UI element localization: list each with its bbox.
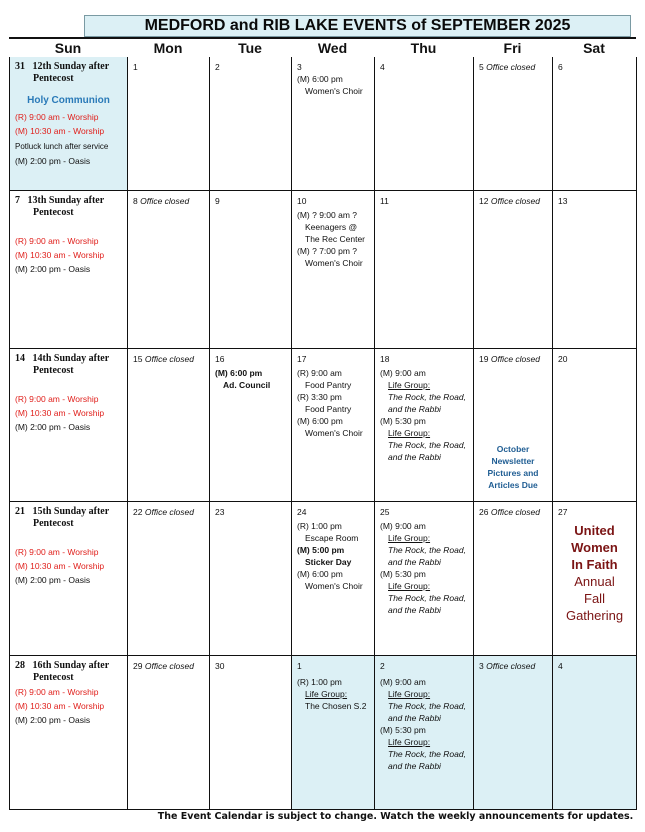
sunday-name: 14th Sunday after xyxy=(32,353,110,364)
oasis: (M) 2:00 pm - Oasis xyxy=(15,264,91,274)
day-cell-sep10[interactable] xyxy=(292,191,375,349)
day-cell-oct3[interactable] xyxy=(474,656,553,810)
worship-r: (R) 9:00 am - Worship xyxy=(15,547,99,557)
day-number: 4 xyxy=(558,661,563,671)
uwf-line-5: Fall xyxy=(584,591,605,606)
sunday-name-2: Pentecost xyxy=(33,518,74,529)
event-time: (R) 9:00 am xyxy=(297,368,342,378)
day-number: 25 xyxy=(380,507,390,517)
day-cell-sep8[interactable] xyxy=(128,191,210,349)
day-cell-sep22[interactable] xyxy=(128,502,210,656)
day-cell-aug31[interactable] xyxy=(10,57,128,191)
day-cell-sep27[interactable] xyxy=(553,502,637,656)
newsletter-note-2: Newsletter xyxy=(491,456,535,466)
event-time: (M) 5:00 pm xyxy=(297,545,345,555)
life-group-label: Life Group: xyxy=(388,581,431,591)
day-cell-sep4[interactable] xyxy=(375,57,474,191)
day-number: 6 xyxy=(558,62,563,72)
day-cell-sep1[interactable] xyxy=(128,57,210,191)
day-number: 3 xyxy=(479,661,484,671)
oasis: (M) 2:00 pm - Oasis xyxy=(15,575,91,585)
day-number: 23 xyxy=(215,507,225,517)
day-header-wed: Wed xyxy=(317,40,348,56)
sunday-name-2: Pentecost xyxy=(33,73,74,84)
sunday-name-2: Pentecost xyxy=(33,207,74,218)
day-number: 11 xyxy=(380,196,389,206)
event-time: (R) 3:30 pm xyxy=(297,392,342,402)
office-closed-note: Office closed xyxy=(144,661,194,671)
day-number: 28 xyxy=(15,660,25,671)
day-number: 3 xyxy=(297,62,302,72)
day-cell-sep23[interactable] xyxy=(210,502,292,656)
communion-note: Holy Communion xyxy=(27,95,110,106)
office-closed-note: Office closed xyxy=(140,196,190,206)
day-header-sun: Sun xyxy=(54,40,82,56)
life-group-title-2: and the Rabbi xyxy=(388,557,441,567)
newsletter-note-3: Pictures and xyxy=(487,468,539,478)
day-number: 7 xyxy=(15,195,20,206)
day-cell-sep16[interactable] xyxy=(210,349,292,502)
day-number: 10 xyxy=(297,196,307,206)
event-time: (M) ? 7:00 pm ? xyxy=(297,246,357,256)
sunday-name: 16th Sunday after xyxy=(32,660,110,671)
event-location: The Rec Center xyxy=(305,234,365,244)
day-cell-sep28[interactable] xyxy=(10,656,128,810)
day-cell-sep26[interactable] xyxy=(474,502,553,656)
day-cell-oct1[interactable] xyxy=(292,656,375,810)
day-number: 5 xyxy=(479,62,484,72)
day-cell-oct2[interactable] xyxy=(375,656,474,810)
day-header-mon: Mon xyxy=(153,40,183,56)
day-cell-sep7[interactable] xyxy=(10,191,128,349)
life-group-title: The Rock, the Road, xyxy=(388,749,466,759)
day-cell-sep20[interactable] xyxy=(553,349,637,502)
event-name: Food Pantry xyxy=(305,380,352,390)
life-group-label: Life Group: xyxy=(388,428,431,438)
potluck-note: Potluck lunch after service xyxy=(15,142,109,151)
day-number: 13 xyxy=(558,196,568,206)
office-closed-note: Office closed xyxy=(490,354,540,364)
day-number: 21 xyxy=(15,506,25,517)
life-group-title: The Rock, the Road, xyxy=(388,701,466,711)
event-time: (M) 9:00 am xyxy=(380,521,426,531)
event-time: (M) ? 9:00 am ? xyxy=(297,210,357,220)
day-number: 20 xyxy=(558,354,568,364)
event-name: Keenagers @ xyxy=(305,222,358,232)
day-number: 26 xyxy=(479,507,489,517)
newsletter-note-4: Articles Due xyxy=(488,480,538,490)
day-number: 16 xyxy=(215,354,225,364)
day-number: 2 xyxy=(380,661,385,671)
office-closed-note: Office closed xyxy=(490,507,540,517)
sunday-name-2: Pentecost xyxy=(33,672,74,683)
day-number: 12 xyxy=(479,196,489,206)
worship-r: (R) 9:00 am - Worship xyxy=(15,112,99,122)
day-number: 14 xyxy=(15,353,25,364)
event-time: (M) 5:30 pm xyxy=(380,569,426,579)
event-time: (M) 6:00 pm xyxy=(297,416,343,426)
day-cell-sep6[interactable] xyxy=(553,57,637,191)
day-cell-sep14[interactable] xyxy=(10,349,128,502)
day-number: 24 xyxy=(297,507,307,517)
day-number: 8 xyxy=(133,196,138,206)
footer-note: The Event Calendar is subject to change. Watch the weekly announcements for updates. xyxy=(155,810,636,826)
uwf-line-4: Annual xyxy=(574,574,615,589)
uwf-line-3: In Faith xyxy=(571,557,618,572)
event-name: Women's Choir xyxy=(305,428,363,438)
day-number: 29 xyxy=(133,661,143,671)
worship-r: (R) 9:00 am - Worship xyxy=(15,236,99,246)
event-time: (M) 5:30 pm xyxy=(380,725,426,735)
event-time: (M) 6:00 pm xyxy=(297,74,343,84)
day-number: 30 xyxy=(215,661,225,671)
day-number: 1 xyxy=(297,661,302,671)
event-name: Escape Room xyxy=(305,533,359,543)
event-time: (R) 1:00 pm xyxy=(297,677,342,687)
day-cell-oct4[interactable] xyxy=(553,656,637,810)
event-time: (M) 6:00 pm xyxy=(297,569,343,579)
day-number: 1 xyxy=(133,62,138,72)
sunday-name: 13th Sunday after xyxy=(27,195,105,206)
life-group-title-2: and the Rabbi xyxy=(388,452,441,462)
worship-r: (R) 9:00 am - Worship xyxy=(15,394,99,404)
life-group-label: Life Group: xyxy=(388,533,431,543)
day-number: 27 xyxy=(558,507,568,517)
calendar-title: MEDFORD and RIB LAKE EVENTS of SEPTEMBER 2025 xyxy=(84,15,631,37)
uwf-line-1: United xyxy=(574,523,615,538)
life-group-title-2: and the Rabbi xyxy=(388,713,441,723)
life-group-label: Life Group: xyxy=(388,380,431,390)
life-group-title: The Chosen S.2 xyxy=(305,701,367,711)
uwf-line-6: Gathering xyxy=(565,608,624,623)
worship-r: (R) 9:00 am - Worship xyxy=(15,687,99,697)
day-header-sat: Sat xyxy=(583,40,605,56)
day-number: 31 xyxy=(15,61,25,72)
day-cell-sep15[interactable] xyxy=(128,349,210,502)
day-header-fri: Fri xyxy=(503,40,522,56)
day-cell-sep9[interactable] xyxy=(210,191,292,349)
event-name: Women's Choir xyxy=(305,258,363,268)
life-group-title-2: and the Rabbi xyxy=(388,605,441,615)
worship-m: (M) 10:30 am - Worship xyxy=(15,561,105,571)
life-group-label: Life Group: xyxy=(388,737,431,747)
day-cell-sep12[interactable] xyxy=(474,191,553,349)
life-group-title-2: and the Rabbi xyxy=(388,761,441,771)
worship-m: (M) 10:30 am - Worship xyxy=(15,126,105,136)
worship-m: (M) 10:30 am - Worship xyxy=(15,250,105,260)
day-cell-sep5[interactable] xyxy=(474,57,553,191)
day-number: 22 xyxy=(133,507,143,517)
day-cell-sep2[interactable] xyxy=(210,57,292,191)
oasis: (M) 2:00 pm - Oasis xyxy=(15,156,91,166)
oasis: (M) 2:00 pm - Oasis xyxy=(15,422,91,432)
office-closed-note: Office closed xyxy=(490,196,540,206)
day-cell-sep24[interactable] xyxy=(292,502,375,656)
life-group-title: The Rock, the Road, xyxy=(388,392,466,402)
day-cell-sep17[interactable] xyxy=(292,349,375,502)
day-cell-sep30[interactable] xyxy=(210,656,292,810)
life-group-title-2: and the Rabbi xyxy=(388,404,441,414)
life-group-title: The Rock, the Road, xyxy=(388,593,466,603)
office-closed-note: Office closed xyxy=(144,507,194,517)
day-header-tue: Tue xyxy=(238,40,262,56)
office-closed-note: Office closed xyxy=(144,354,194,364)
worship-m: (M) 10:30 am - Worship xyxy=(15,408,105,418)
event-name: Ad. Council xyxy=(223,380,271,390)
sunday-name: 15th Sunday after xyxy=(32,506,110,517)
event-name: Women's Choir xyxy=(305,581,363,591)
event-name: Sticker Day xyxy=(305,557,352,567)
life-group-title: The Rock, the Road, xyxy=(388,440,466,450)
day-number: 17 xyxy=(297,354,307,364)
day-number: 4 xyxy=(380,62,385,72)
day-cell-sep18[interactable] xyxy=(375,349,474,502)
uwf-line-2: Women xyxy=(571,540,618,555)
newsletter-note-1: October xyxy=(496,444,530,454)
day-number: 15 xyxy=(133,354,143,364)
day-header-thu: Thu xyxy=(410,40,437,56)
weekday-header xyxy=(9,37,636,57)
day-number: 2 xyxy=(215,62,220,72)
event-time: (R) 1:00 pm xyxy=(297,521,342,531)
day-number: 19 xyxy=(479,354,489,364)
day-cell-sep21[interactable] xyxy=(10,502,128,656)
life-group-title: The Rock, the Road, xyxy=(388,545,466,555)
sunday-name-2: Pentecost xyxy=(33,365,74,376)
event-time: (M) 9:00 am xyxy=(380,368,426,378)
event-time: (M) 6:00 pm xyxy=(215,368,263,378)
day-cell-sep13[interactable] xyxy=(553,191,637,349)
day-number: 9 xyxy=(215,196,220,206)
day-cell-sep19[interactable] xyxy=(474,349,553,502)
office-closed-note: Office closed xyxy=(486,62,536,72)
office-closed-note: Office closed xyxy=(486,661,536,671)
calendar-grid xyxy=(9,57,636,810)
event-name: Women's Choir xyxy=(305,86,363,96)
worship-m: (M) 10:30 am - Worship xyxy=(15,701,105,711)
event-time: (M) 9:00 am xyxy=(380,677,426,687)
day-cell-sep3[interactable] xyxy=(292,57,375,191)
event-time: (M) 5:30 pm xyxy=(380,416,426,426)
day-cell-sep25[interactable] xyxy=(375,502,474,656)
sunday-name: 12th Sunday after xyxy=(32,61,110,72)
event-name: Food Pantry xyxy=(305,404,352,414)
life-group-label: Life Group: xyxy=(388,689,431,699)
day-cell-sep11[interactable] xyxy=(375,191,474,349)
day-number: 18 xyxy=(380,354,390,364)
oasis: (M) 2:00 pm - Oasis xyxy=(15,715,91,725)
day-cell-sep29[interactable] xyxy=(128,656,210,810)
life-group-label: Life Group: xyxy=(305,689,348,699)
